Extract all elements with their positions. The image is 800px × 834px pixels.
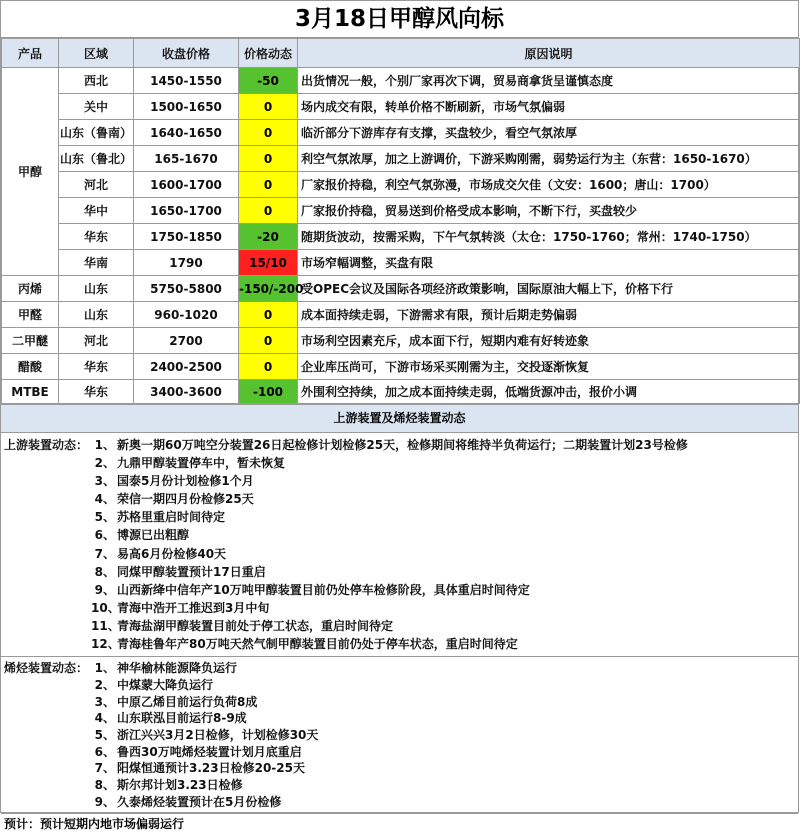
product-cell: 甲醛 — [2, 302, 59, 328]
list-item — [4, 436, 798, 454]
table-row — [2, 224, 800, 250]
price-cell: 2700 — [134, 328, 239, 354]
product-cell: 醋酸 — [2, 354, 59, 380]
product-cell: MTBE — [2, 380, 59, 404]
reason-cell: 外围利空持续，加之成本面持续走弱，低端货源冲击，报价小调 — [298, 380, 800, 404]
item-number: 7、 — [94, 546, 115, 561]
table-header-row — [2, 39, 800, 68]
table-row — [2, 146, 800, 172]
reason-cell: 出货情况一般，个别厂家再次下调，贸易商拿货呈谨慎态度 — [298, 68, 800, 94]
list-item — [4, 563, 798, 581]
item-number: 2、 — [94, 456, 115, 471]
item-number: 4、 — [94, 711, 115, 726]
region-cell: 关中 — [59, 94, 134, 120]
list-item — [4, 508, 798, 526]
price-cell: 1600-1700 — [134, 172, 239, 198]
region-cell: 山东（鲁南） — [59, 120, 134, 146]
header-reason: 原因说明 — [298, 39, 800, 68]
price-cell: 1790 — [134, 250, 239, 276]
change-cell: 0 — [239, 198, 298, 224]
change-cell: 0 — [239, 302, 298, 328]
header-region: 区域 — [59, 39, 134, 68]
item-number: 8、 — [94, 564, 115, 579]
item-number: 1、 — [94, 661, 115, 676]
change-cell: 0 — [239, 328, 298, 354]
item-text: 斯尔邦计划3.23日检修 — [117, 777, 243, 792]
item-number: 6、 — [94, 528, 115, 543]
region-cell: 西北 — [59, 68, 134, 94]
list-item — [4, 599, 798, 617]
price-cell: 1500-1650 — [134, 94, 239, 120]
region-cell: 山东 — [59, 276, 134, 302]
forecast-note: 预计：预计短期内地市场偏弱运行 — [4, 817, 185, 832]
item-text: 青海中浩开工推迟到3月中旬 — [117, 600, 270, 615]
reason-cell: 成本面持续走弱，下游需求有限，预计后期走势偏弱 — [298, 302, 800, 328]
list-item — [4, 777, 798, 794]
table-row — [2, 276, 800, 302]
item-number: 5、 — [94, 727, 115, 742]
item-text: 鲁西30万吨烯烃装置计划月底重启 — [117, 744, 302, 759]
product-cell: 甲醇 — [2, 68, 59, 276]
reason-cell: 随期货波动，按需采购，下午气氛转淡（太仓：1750-1760；常州：1740-1750） — [298, 224, 800, 250]
item-text: 浙江兴兴3月2日检修，计划检修30天 — [117, 727, 319, 742]
olefin-block — [1, 657, 798, 814]
price-cell: 3400-3600 — [134, 380, 239, 404]
list-item — [4, 710, 798, 727]
region-cell: 山东 — [59, 302, 134, 328]
item-number: 1、 — [94, 438, 115, 452]
product-cell: 丙烯 — [2, 276, 59, 302]
price-cell: 1750-1850 — [134, 224, 239, 250]
item-number: 8、 — [94, 777, 115, 792]
item-number: 3、 — [94, 474, 115, 489]
item-text: 中煤蒙大降负运行 — [117, 677, 214, 692]
change-cell: -50 — [239, 68, 298, 94]
table-row — [2, 250, 800, 276]
header-product: 产品 — [2, 39, 59, 68]
change-cell: -20 — [239, 224, 298, 250]
price-cell: 1450-1550 — [134, 68, 239, 94]
reason-cell: 受OPEC会议及国际各项经济政策影响，国际原油大幅上下，价格下行 — [298, 276, 800, 302]
list-item — [4, 545, 798, 563]
region-cell: 华南 — [59, 250, 134, 276]
upstream-block — [1, 433, 798, 657]
reason-cell: 市场窄幅调整，买盘有限 — [298, 250, 800, 276]
list-item — [4, 794, 798, 811]
region-cell: 华东 — [59, 380, 134, 404]
list-item — [4, 526, 798, 544]
region-cell: 华中 — [59, 198, 134, 224]
region-cell: 河北 — [59, 172, 134, 198]
page-title: 3月18日甲醇风向标 — [1, 1, 798, 38]
region-cell: 华东 — [59, 354, 134, 380]
item-number: 11、 — [91, 618, 120, 633]
reason-cell: 厂家报价持稳，贸易送到价格受成本影响，不断下行，买盘较少 — [298, 198, 800, 224]
table-row — [2, 120, 800, 146]
price-cell: 960-1020 — [134, 302, 239, 328]
table-row — [2, 68, 800, 94]
item-number: 10、 — [91, 600, 120, 615]
reason-cell: 利空气氛浓厚，加之上游调价，下游采购刚需，弱势运行为主（东营：1650-1670） — [298, 146, 800, 172]
section-title: 上游装置及烯烃装置动态 — [1, 404, 798, 433]
header-price: 收盘价格 — [134, 39, 239, 68]
change-cell: 0 — [239, 354, 298, 380]
region-cell: 河北 — [59, 328, 134, 354]
table-row — [2, 354, 800, 380]
list-item — [4, 635, 798, 653]
change-cell: 0 — [239, 146, 298, 172]
list-item — [4, 617, 798, 635]
product-cell: 二甲醚 — [2, 328, 59, 354]
price-cell: 5750-5800 — [134, 276, 239, 302]
list-item — [4, 760, 798, 777]
region-cell: 华东 — [59, 224, 134, 250]
list-item — [4, 581, 798, 599]
table-row — [2, 328, 800, 354]
item-text: 中原乙烯目前运行负荷8成 — [117, 694, 258, 709]
upstream-label: 上游装置动态： — [4, 438, 89, 452]
price-cell: 1640-1650 — [134, 120, 239, 146]
list-item — [4, 660, 798, 677]
item-number: 3、 — [94, 694, 115, 709]
table-row — [2, 172, 800, 198]
item-number: 6、 — [94, 744, 115, 759]
change-cell: 15/10 — [239, 250, 298, 276]
reason-cell: 临沂部分下游库存有支撑，买盘较少，看空气氛浓厚 — [298, 120, 800, 146]
list-item — [4, 744, 798, 761]
item-number: 9、 — [94, 794, 115, 809]
item-number: 7、 — [94, 761, 115, 776]
item-number: 12、 — [91, 637, 120, 652]
price-cell: 165-1670 — [134, 146, 239, 172]
header-change: 价格动态 — [239, 39, 298, 68]
item-text: 山东联泓目前运行8-9成 — [117, 711, 247, 726]
change-cell: 0 — [239, 172, 298, 198]
reason-cell: 企业库压尚可，下游市场采买刚需为主，交投逐渐恢复 — [298, 354, 800, 380]
reason-cell: 市场利空因素充斥，成本面下行，短期内难有好转迹象 — [298, 328, 800, 354]
reason-cell: 场内成交有限，转单价格不断刷新，市场气氛偏弱 — [298, 94, 800, 120]
item-text: 同煤甲醇装置预计17日重启 — [117, 564, 266, 579]
item-text: 易高6月份检修40天 — [117, 546, 227, 561]
table-row — [2, 380, 800, 404]
list-item — [4, 490, 798, 508]
item-text: 神华榆林能源降负运行 — [117, 661, 238, 676]
price-cell: 2400-2500 — [134, 354, 239, 380]
item-text: 新奥一期60万吨空分装置26日起检修计划检修25天，检修期间将维持半负荷运行；二期装置计划23号检修 — [117, 438, 688, 452]
item-number: 5、 — [94, 510, 115, 525]
item-text: 青海桂鲁年产80万吨天然气制甲醇装置目前仍处于停车状态，重启时间待定 — [117, 637, 518, 652]
item-number: 4、 — [94, 492, 115, 507]
item-text: 青海盐湖甲醇装置目前处于停工状态，重启时间待定 — [117, 618, 394, 633]
list-item — [4, 677, 798, 694]
item-text: 久泰烯烃装置预计在5月份检修 — [117, 794, 282, 809]
item-number: 9、 — [94, 582, 115, 597]
table-row — [2, 302, 800, 328]
item-text: 荣信一期四月份检修25天 — [117, 492, 254, 507]
item-number: 2、 — [94, 677, 115, 692]
change-cell: 0 — [239, 120, 298, 146]
region-cell: 山东（鲁北） — [59, 146, 134, 172]
item-text: 阳煤恒通预计3.23日检修20-25天 — [117, 761, 305, 776]
item-text: 山西新绛中信年产10万吨甲醇装置目前仍处停车检修阶段，具体重启时间待定 — [117, 582, 530, 597]
price-table — [1, 38, 800, 404]
item-text: 博源已出粗醇 — [117, 528, 190, 543]
item-text: 国泰5月份计划检修1个月 — [117, 474, 254, 489]
change-cell: -100 — [239, 380, 298, 404]
table-row — [2, 198, 800, 224]
price-cell: 1650-1700 — [134, 198, 239, 224]
list-item — [4, 472, 798, 490]
change-cell: -150/-200 — [239, 276, 298, 302]
olefin-label: 烯烃装置动态： — [4, 661, 89, 676]
table-row — [2, 94, 800, 120]
list-item — [4, 694, 798, 711]
list-item — [4, 727, 798, 744]
item-text: 九鼎甲醇装置停车中，暂未恢复 — [117, 456, 286, 471]
reason-cell: 厂家报价持稳，利空气氛弥漫，市场成交欠佳（文安：1600；唐山：1700） — [298, 172, 800, 198]
change-cell: 0 — [239, 94, 298, 120]
list-item — [4, 454, 798, 472]
item-text: 苏格里重启时间待定 — [117, 510, 226, 525]
